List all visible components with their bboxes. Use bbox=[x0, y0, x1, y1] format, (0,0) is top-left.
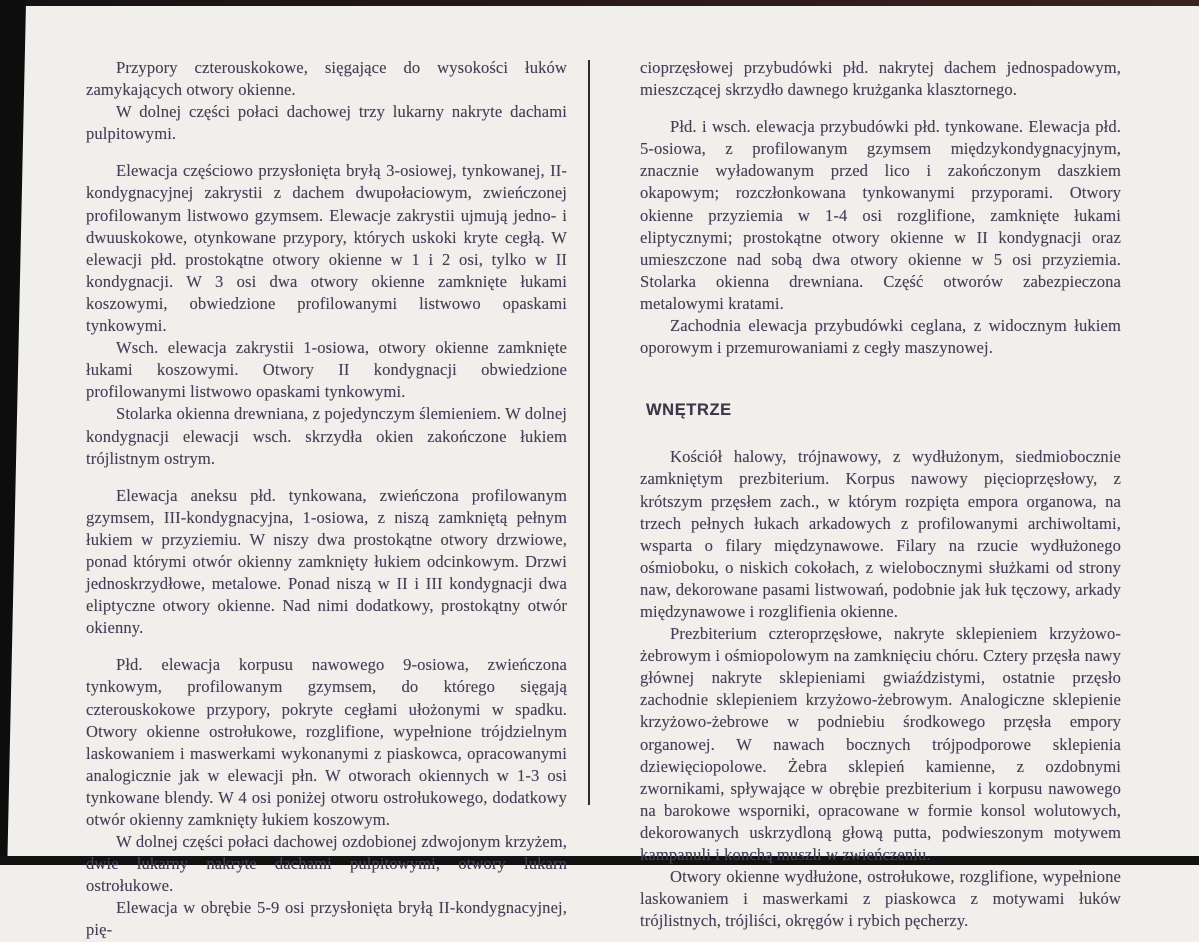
paragraph: Elewacja częściowo przysłonięta bryłą 3-osiowej, tynkowanej, II-kondygnacyjnej zakrystii z dachem dwupołaciowym, zwieńczonej profilowanym listwowo gzymsem. Elewacje zakrystii ujmują jedno- i dwuuskokowe, otynkowane przypory, których uskoki kryte cegłą. W elewacji płd. prostokątne otwory okienne w 1 i 2 osi, tylko w II kondygnacji. W 3 osi dwa otwory okienne zamknięte łukami koszowymi, obwiedzione profilowanymi listwowo opaskami tynkowymi. bbox=[86, 161, 567, 336]
paragraph: Elewacja aneksu płd. tynkowana, zwieńczona profilowanym gzymsem, III-kondygnacyjna, 1-osiowa, z niszą zamkniętą pełnym łukiem w przyziemiu. W niszy dwa prostokątne otwory drzwiowe, ponad którymi otwór okienny zamknięty łukiem odcinkowym. Drzwi jednoskrzydłowe, metalowe. Ponad niszą w II i III kondygnacji dwa eliptyczne otwory okienne. Nad nimi dodatkowy, prostokątny otwór okienny. bbox=[86, 485, 567, 638]
paragraph: Kościół halowy, trójnawowy, z wydłużonym, siedmiobocznie zamkniętym prezbiterium. Korpus nawowy pięcioprzęsłowy, z krótszym przęsłem zach., w którym rozpięta empora organowa, na trzech pełnych łukach arkadowych z profilowanymi archiwoltami, wsparta o filary międzynawowe. Filary na rzucie wydłużonego ośmioboku, o niskich cokołach, z wielobocznymi służkami od strony naw, dekorowane pasami listwowań, podobnie jak łuk tęczowy, arkady międzynawowe i rozglifienia okienne. bbox=[640, 447, 1121, 621]
paragraph: Stolarka okienna drewniana, z pojedynczym ślemieniem. W dolnej kondygnacji elewacji wsch. skrzydła okien zakończone łukiem trójlistnym ostrym. bbox=[86, 404, 567, 468]
scan-top-edge bbox=[0, 0, 1199, 6]
paragraph: Płd. elewacja korpusu nawowego 9-osiowa, zwieńczona tynkowym, profilowanym gzymsem, do którego sięgają czterouskokowe przypory, pokryte cegłami ułożonymi w spadku. Otwory okienne ostrołukowe, rozglifione, wypełnione trójdzielnym laskowaniem i maswerkami wykonanymi z piaskowca, opracowanymi analogicznie jak w elewacji płn. W otworach okiennych w 1-3 osi tynkowane blendy. W 4 osi poniżej otworu ostrołukowego, dodatkowy otwór okienny zamknięty łukiem koszowym. bbox=[86, 655, 567, 829]
section-heading-wnetrze: WNĘTRZE bbox=[646, 401, 732, 420]
paragraph: Wsch. elewacja zakrystii 1-osiowa, otwory okienne zamknięte łukami koszowymi. Otwory II kondygnacji obwiedzione profilowanymi listwowo opaskami tynkowymi. bbox=[86, 338, 567, 402]
paragraph: Płd. i wsch. elewacja przybudówki płd. tynkowane. Elewacja płd. 5-osiowa, z profilowanym gzymsem międzykondygnacyjnym, znacznie wyładowanym przed lico i zakończonym daszkiem okapowym; rozczłonkowana tynkowanymi przyporami. Otwory okienne przyziemia w 1-4 osi rozglifione, zamknięte łukami eliptycznymi; prostokątne otwory okienne w II kondygnacji oraz umieszczone nad sobą dwa otwory okienne w 5 osi przyziemia. Stolarka okienna drewniana. Część otworów zabezpieczona metalowymi kratami. bbox=[640, 117, 1121, 313]
paragraph: Przypory czterouskokowe, sięgające do wysokości łuków zamykających otwory okienne. bbox=[86, 58, 567, 100]
paragraph: W dolnej części połaci dachowej ozdobionej zdwojonym krzyżem, dwie lukarny nakryte dachami pulpitowymi, otwory lukarn ostrołukowe. bbox=[86, 832, 567, 896]
column-divider-rule bbox=[588, 60, 590, 805]
paragraph-continuation: cioprzęsłowej przybudówki płd. nakrytej dachem jednospadowym, mieszczącej skrzydło dawnego krużganka klasztornego. bbox=[640, 58, 1121, 100]
paragraph: Otwory okienne wydłużone, ostrołukowe, rozglifione, wypełnione laskowaniem i maswerkami z piaskowca z motywami łuków trójlistnych, trójliści, okręgów i rybich pęcherzy. bbox=[640, 867, 1121, 931]
left-text-column bbox=[86, 57, 567, 942]
right-text-column bbox=[640, 57, 1121, 932]
scan-left-edge-band bbox=[0, 0, 28, 865]
paragraph: Zachodnia elewacja przybudówki ceglana, z widocznym łukiem oporowym i przemurowaniami z cegły maszynowej. bbox=[640, 316, 1121, 358]
paragraph-hyphen-continuation: Elewacja w obrębie 5-9 osi przysłonięta bryłą II-kondygnacyjnej, pię- bbox=[86, 898, 567, 940]
paragraph: W dolnej części połaci dachowej trzy lukarny nakryte dachami pulpitowymi. bbox=[86, 102, 567, 144]
paragraph: Prezbiterium czteroprzęsłowe, nakryte sklepieniem krzyżowo-żebrowym i ośmiopolowym na zamknięciu chóru. Cztery przęsła nawy głównej nakryte sklepieniami gwiaździstymi, ostatnie przęsło zachodnie sklepieniem krzyżowo-żebrowym. Analogiczne sklepienie krzyżowo-żebrowe w podniebiu środkowego przęsła empory organowej. W nawach bocznych trójpodporowe sklepienia dziewięciopolowe. Żebra sklepień kamienne, z ozdobnymi zwornikami, spływające w obrębie prezbiterium i korpusu nawowego na barokowe wsporniki, opracowane w formie konsol wolutowych, dekorowanych uskrzydloną głową putta, podwieszonym motywem kampanuli i konchą muszli w zwieńczeniu. bbox=[640, 624, 1121, 864]
